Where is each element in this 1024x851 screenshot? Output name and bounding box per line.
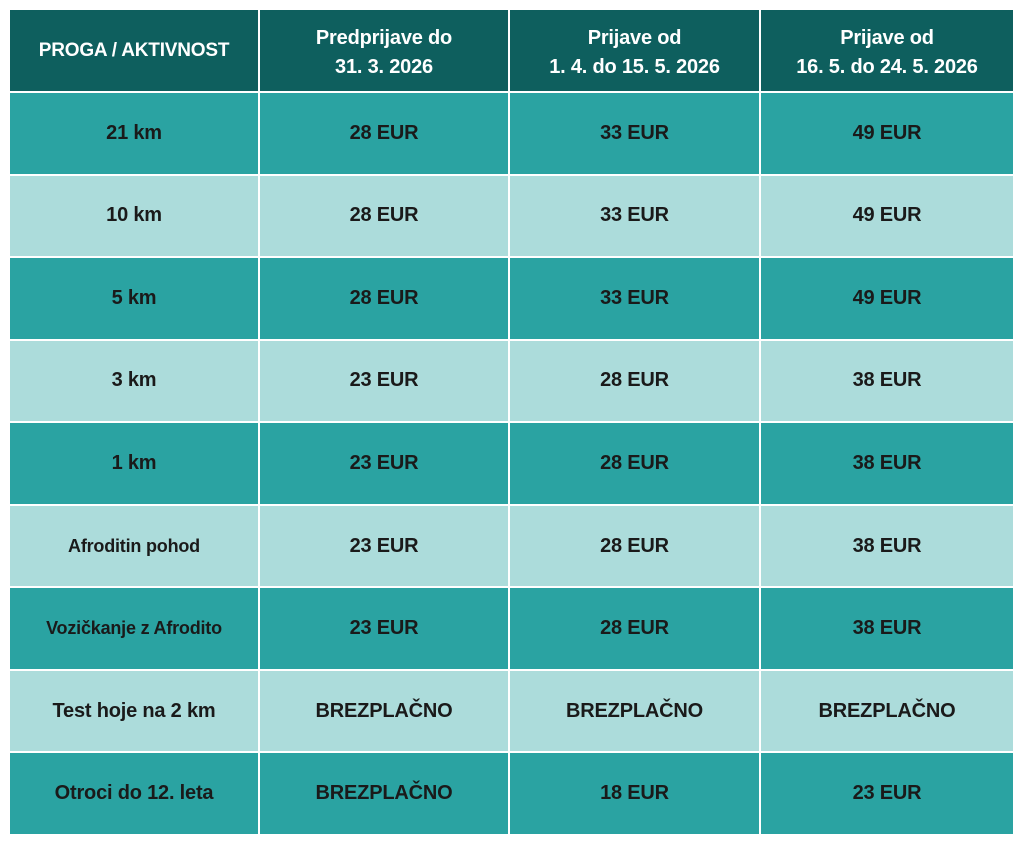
price-cell: 28 EUR xyxy=(510,341,761,424)
header-registration-period-2: Prijave od 16. 5. do 24. 5. 2026 xyxy=(761,10,1013,93)
price-cell: 28 EUR xyxy=(260,176,510,259)
price-cell: 23 EUR xyxy=(260,341,510,424)
row-label-21km: 21 km xyxy=(10,93,260,176)
price-cell: BREZPLAČNO xyxy=(761,671,1013,754)
price-cell: 28 EUR xyxy=(260,258,510,341)
row-label-3km: 3 km xyxy=(10,341,260,424)
price-cell: 38 EUR xyxy=(761,341,1013,424)
row-label-5km: 5 km xyxy=(10,258,260,341)
price-cell: 33 EUR xyxy=(510,176,761,259)
header-activity: PROGA / AKTIVNOST xyxy=(10,10,260,93)
price-cell: 33 EUR xyxy=(510,258,761,341)
price-cell: 23 EUR xyxy=(761,753,1013,836)
price-cell: 23 EUR xyxy=(260,588,510,671)
price-cell: 38 EUR xyxy=(761,588,1013,671)
header-preregistration: Predprijave do 31. 3. 2026 xyxy=(260,10,510,93)
price-cell: 33 EUR xyxy=(510,93,761,176)
price-table xyxy=(10,10,1013,836)
price-cell: 28 EUR xyxy=(510,588,761,671)
price-cell: 38 EUR xyxy=(761,423,1013,506)
price-cell: BREZPLAČNO xyxy=(510,671,761,754)
row-label-vozickanje: Vozičkanje z Afrodito xyxy=(10,588,260,671)
price-cell: 49 EUR xyxy=(761,93,1013,176)
price-cell: 49 EUR xyxy=(761,176,1013,259)
price-cell: BREZPLAČNO xyxy=(260,753,510,836)
row-label-afroditin-pohod: Afroditin pohod xyxy=(10,506,260,589)
price-cell: 23 EUR xyxy=(260,506,510,589)
row-label-otroci: Otroci do 12. leta xyxy=(10,753,260,836)
price-cell: 49 EUR xyxy=(761,258,1013,341)
price-cell: 18 EUR xyxy=(510,753,761,836)
price-cell: 28 EUR xyxy=(510,423,761,506)
header-registration-period-1: Prijave od 1. 4. do 15. 5. 2026 xyxy=(510,10,761,93)
price-cell: 23 EUR xyxy=(260,423,510,506)
price-cell: BREZPLAČNO xyxy=(260,671,510,754)
row-label-test-hoje: Test hoje na 2 km xyxy=(10,671,260,754)
row-label-1km: 1 km xyxy=(10,423,260,506)
price-cell: 38 EUR xyxy=(761,506,1013,589)
price-cell: 28 EUR xyxy=(260,93,510,176)
price-cell: 28 EUR xyxy=(510,506,761,589)
row-label-10km: 10 km xyxy=(10,176,260,259)
